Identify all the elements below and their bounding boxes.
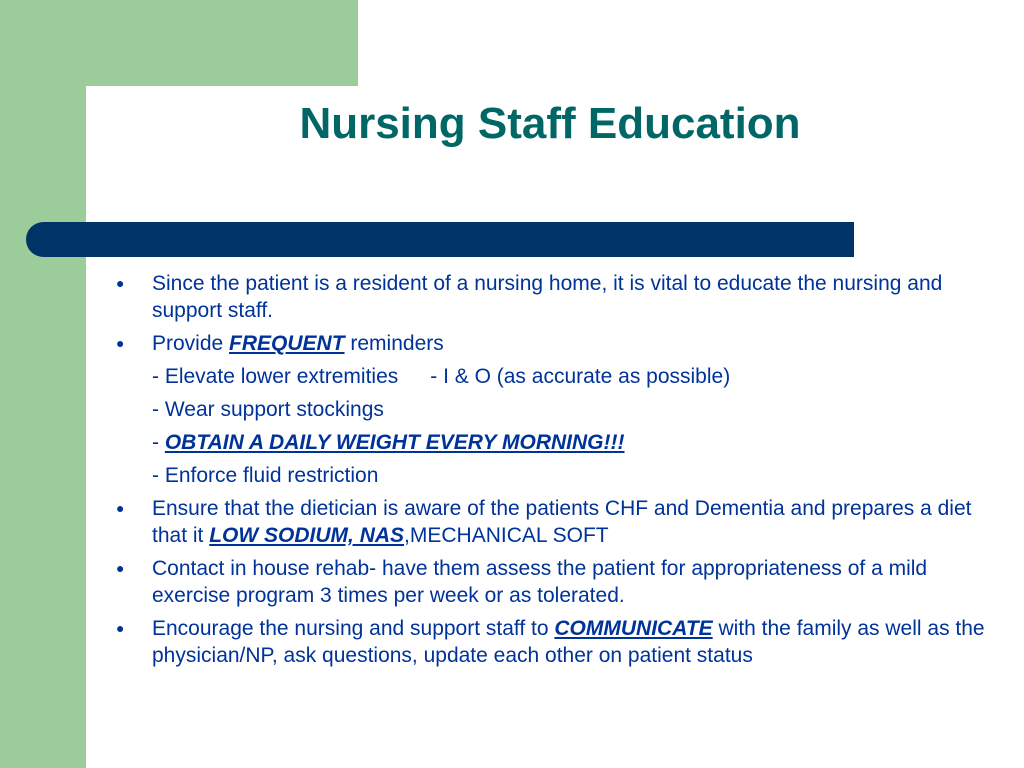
title-divider-bar [26, 222, 854, 257]
emphasis-text: LOW SODIUM, NAS [209, 524, 405, 547]
bullet-icon: ● [116, 560, 125, 576]
sub-item-text: - I & O (as accurate as possible) [430, 365, 731, 388]
bullet-icon: ● [116, 335, 125, 351]
sub-item [112, 363, 992, 390]
bullet-text: ,MECHANICAL SOFT [404, 524, 609, 547]
emphasis-text: COMMUNICATE [554, 617, 713, 640]
top-green-band [0, 0, 358, 86]
bullet-text: with the family as well as the physician/NP, ask questions, update each other on patient status [152, 617, 985, 667]
slide-body [112, 270, 992, 675]
bullet-text: Ensure that the dietician is aware of the patients CHF and Dementia and prepares a diet that it [152, 497, 972, 547]
bullet-icon: ● [116, 620, 125, 636]
bullet-item [112, 330, 992, 357]
bullet-text: Encourage the nursing and support staff to [152, 617, 555, 640]
bullet-item [112, 555, 992, 609]
bullet-icon: ● [116, 500, 125, 516]
bullet-text: Contact in house rehab- have them assess the patient for appropriateness of a mild exercise program 3 times per week or as tolerated. [152, 557, 928, 607]
emphasis-text: OBTAIN A DAILY WEIGHT EVERY MORNING!!! [164, 431, 625, 454]
bullet-icon: ● [116, 275, 125, 291]
sub-item-text: - Wear support stockings [152, 398, 384, 421]
sub-item-text: - [152, 431, 165, 454]
bullet-item [112, 615, 992, 669]
bullet-item [112, 270, 992, 324]
sub-item-text: - Enforce fluid restriction [152, 464, 379, 487]
sub-item [112, 396, 992, 423]
bullet-item [112, 495, 992, 549]
sub-item [112, 429, 992, 456]
bullet-text: Provide [152, 332, 230, 355]
emphasis-text: FREQUENT [229, 332, 345, 355]
sub-item-text: - Elevate lower extremities [152, 365, 399, 388]
bullet-text: reminders [344, 332, 444, 355]
left-green-band [0, 0, 86, 768]
slide-title: Nursing Staff Education [299, 99, 801, 148]
sub-item [112, 462, 992, 489]
bullet-text: Since the patient is a resident of a nursing home, it is vital to educate the nursing and support staff. [152, 272, 943, 322]
